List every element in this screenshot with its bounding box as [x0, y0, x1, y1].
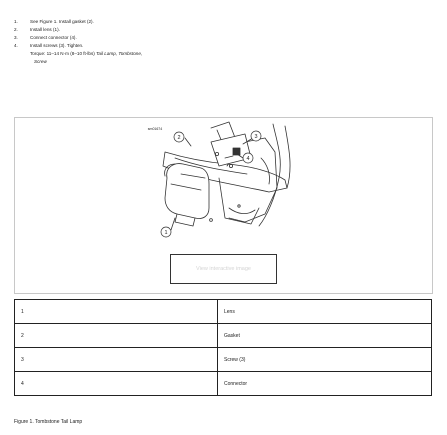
torque-spec [14, 50, 434, 58]
torque-text: Torque: 11–14 N·m (8–10 ft-lbs) [30, 51, 97, 56]
callout-2: 2 [177, 135, 181, 141]
installation-steps [14, 18, 434, 66]
view-interactive-image-button[interactable]: View interactive image [170, 254, 277, 284]
figure-code: sm01674 [147, 127, 163, 131]
step-text: Connect connector (4). [30, 35, 77, 40]
parts-table [14, 299, 432, 396]
torque-spec-cont [14, 58, 434, 66]
step-item: 1. See Figure 1. Install gasket (2). [14, 19, 94, 24]
torque-part-name: Tail Lamp, Tombstone, [96, 51, 143, 56]
description-cell: Connector [218, 372, 432, 396]
description-cell: Lens [218, 300, 432, 324]
table-row [15, 348, 432, 372]
description-cell: Gasket [218, 324, 432, 348]
description-cell: Screw (3) [218, 348, 432, 372]
item-number-cell: 3 [15, 348, 218, 372]
figure-caption: Figure 1. Tombstone Tail Lamp [14, 419, 83, 425]
table-row [15, 300, 432, 324]
step-text: Install screws (3). Tighten. [30, 43, 84, 48]
torque-part-name-cont: Screw [34, 59, 47, 64]
step-text: See Figure 1. Install gasket (2). [30, 19, 94, 24]
step-item: 2. Install lens (1). [14, 27, 60, 32]
callout-4: 4 [246, 156, 250, 162]
step-item: 3. Connect connector (4). [14, 35, 77, 40]
table-row [15, 324, 432, 348]
step-item: 4. Install screws (3). Tighten. [14, 43, 84, 48]
item-number-cell: 1 [15, 300, 218, 324]
item-number-cell: 4 [15, 372, 218, 396]
callout-1: 1 [164, 230, 168, 236]
table-row [15, 372, 432, 396]
step-text: Install lens (1). [30, 27, 60, 32]
callout-3: 3 [254, 134, 258, 140]
figure-panel [14, 117, 433, 294]
item-number-cell: 2 [15, 324, 218, 348]
